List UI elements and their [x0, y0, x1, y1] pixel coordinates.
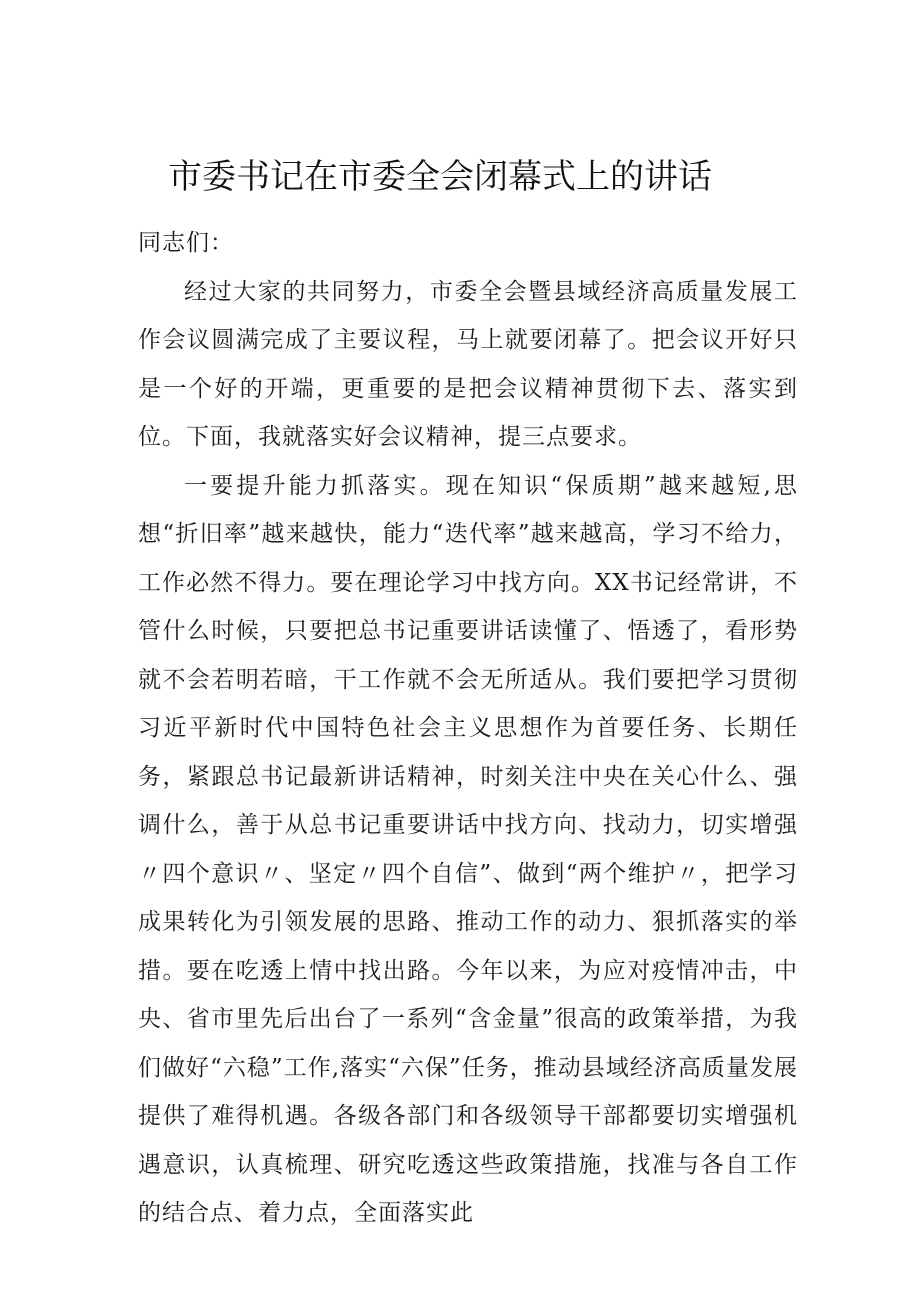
paragraph-2: 一要提升能力抓落实。现在知识“保质期”越来越短,思想“折旧率”越来越快，能力“迭代率”越来越高，学习不给力，工作必然不得力。要在理论学习中找方向。XX书记经常讲，不管什么时候，只要把总书记重要讲话读懂了、悟透了，看形势就不会若明若暗，干工作就不会无所适从。我们要把学习贯彻习近平新时代中国特色社会主义思想作为首要任务、长期任务，紧跟总书记最新讲话精神，时刻关注中央在关心什么、强调什么，善于从总书记重要讲话中找方向、找动力，切实增强〃四个意识〃、坚定〃四个自信”、做到“两个维护〃，把学习成果转化为引领发展的思路、推动工作的动力、狠抓落实的举措。要在吃透上情中找出路。今年以来，为应对疫情冲击，中央、省市里先后出台了一系列“含金量”很高的政策举措，为我们做好“六稳”工作,落实“六保”任务，推动县域经济高质量发展提供了难得机遇。各级各部门和各级领导干部都要切实增强机遇意识，认真梳理、研究吃透这些政策措施，找准与各自工作的结合点、着力点，全面落实此 [138, 472, 798, 1226]
document-body [138, 219, 798, 1238]
paragraph-1: 经过大家的共同努力，市委全会暨县域经济高质量发展工作会议圆满完成了主要议程，马上就要闭幕了。把会议开好只是一个好的开端，更重要的是把会议精神贯彻下去、落实到位。下面，我就落实好会议精神，提三点要求。 [138, 278, 798, 450]
document-title: 市委书记在市委全会闭幕式上的讲话 [168, 157, 712, 197]
salutation: 同志们： [138, 230, 234, 256]
